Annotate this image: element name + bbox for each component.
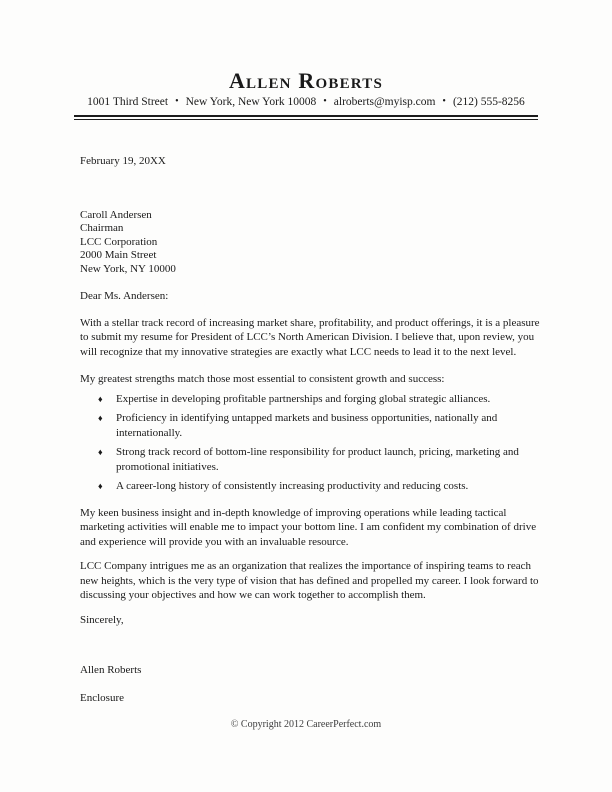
list-item-text: A career-long history of consistently increasing productivity and reducing costs. bbox=[116, 480, 469, 492]
list-item bbox=[80, 479, 540, 494]
list-item bbox=[80, 392, 540, 407]
paragraph-opening: With a stellar track record of increasing market share, profitability, and product offerings, it is a pleasure to submit my resume for President of LCC’s North American Division. I believe that, upon review, you will recognize that my innovative strategies are exactly what LCC needs to lead it to the next level. bbox=[80, 316, 540, 358]
strengths-intro: My greatest strengths match those most essential to consistent growth and success: bbox=[80, 373, 445, 385]
recipient-company: LCC Corporation bbox=[80, 235, 158, 248]
enclosure-note: Enclosure bbox=[80, 691, 124, 704]
contact-line bbox=[74, 95, 538, 109]
signature-name: Allen Roberts bbox=[80, 664, 142, 676]
diamond-bullet-icon: ♦ bbox=[98, 447, 103, 457]
list-item bbox=[80, 411, 540, 440]
list-item-text: Proficiency in identifying untapped markets and business opportunities, nationally and internationally. bbox=[116, 412, 498, 439]
diamond-bullet-icon: ♦ bbox=[98, 393, 103, 404]
bullet-separator-icon: • bbox=[323, 96, 327, 107]
contact-city: New York, New York 10008 bbox=[185, 96, 317, 108]
list-item-text: Expertise in developing profitable partnerships and forging global strategic alliances. bbox=[116, 392, 491, 405]
letter-date: February 19, 20XX bbox=[80, 155, 166, 167]
diamond-bullet-icon: ♦ bbox=[98, 481, 103, 491]
salutation: Dear Ms. Andersen: bbox=[80, 290, 169, 302]
contact-street: 1001 Third Street bbox=[87, 96, 169, 108]
letter-header bbox=[0, 68, 612, 120]
copyright-text: © Copyright 2012 CareerPerfect.com bbox=[230, 719, 382, 730]
contact-phone: (212) 555-8256 bbox=[452, 96, 525, 108]
header-divider-rule bbox=[74, 115, 538, 120]
sender-name: Allen Roberts bbox=[228, 68, 384, 93]
recipient-name: Caroll Andersen bbox=[80, 208, 152, 221]
paragraph-insight: My keen business insight and in-depth knowledge of improving operations while leading tactical marketing activities will enable me to impact your bottom line. I am confident my combination of drive and experience will provide you with an invaluable resource. bbox=[80, 506, 537, 548]
recipient-city: New York, NY 10000 bbox=[80, 262, 176, 275]
list-item-text: Strong track record of bottom-line responsibility for product launch, pricing, marketing and promotional initiatives. bbox=[116, 446, 519, 473]
list-item bbox=[80, 445, 540, 474]
closing-valediction: Sincerely, bbox=[80, 613, 124, 626]
recipient-title: Chairman bbox=[80, 222, 124, 234]
recipient-street: 2000 Main Street bbox=[80, 249, 157, 261]
bullet-separator-icon: • bbox=[175, 96, 179, 107]
letter-body bbox=[0, 154, 612, 705]
recipient-block bbox=[80, 209, 540, 277]
diamond-bullet-icon: ♦ bbox=[98, 413, 103, 423]
contact-email: alroberts@myisp.com bbox=[333, 96, 436, 108]
strengths-list bbox=[80, 392, 540, 494]
bullet-separator-icon: • bbox=[442, 96, 446, 107]
paragraph-closing: LCC Company intrigues me as an organization that realizes the importance of inspiring teams to reach new heights, which is the very type of vision that has defined and propelled my career. I look forward to discussing your objectives and how we can work together to accomplish them. bbox=[80, 560, 539, 601]
page-footer bbox=[0, 719, 612, 731]
